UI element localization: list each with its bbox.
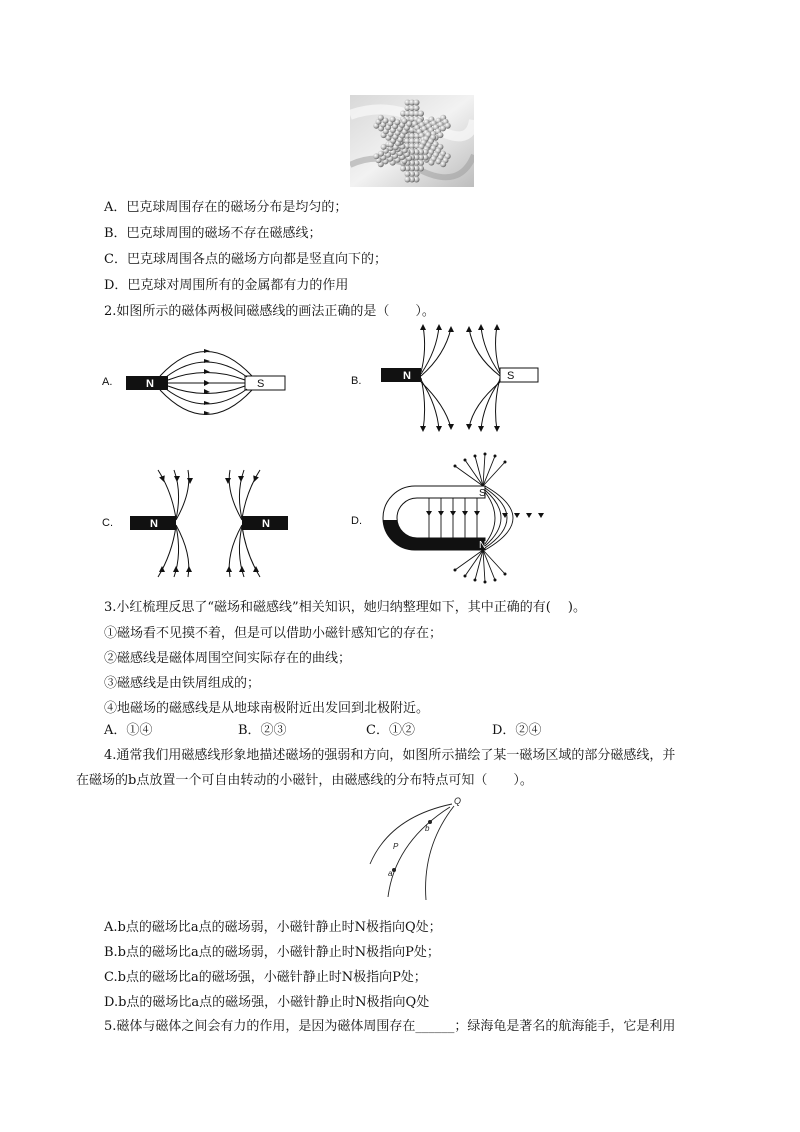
buckyball: [378, 115, 384, 121]
q4-stem-line2: 在磁场的b点放置一个可自由转动的小磁针，由磁感线的分布特点可知（ ）。: [76, 773, 533, 788]
buckyball: [437, 132, 443, 138]
q2-label-b: B.: [351, 375, 362, 387]
buckyball: [414, 100, 420, 106]
q1-option-b: B．巴克球周围的磁场不存在磁感线；: [104, 226, 322, 241]
buckyball: [373, 153, 379, 159]
q4-label-q: Q: [454, 796, 462, 806]
q4-option-d: D.b点的磁场比a点的磁场强，小磁针静止时N极指向Q处: [104, 995, 430, 1010]
q4-label-p: P: [393, 842, 399, 851]
q4-label-a: a: [388, 869, 393, 878]
q2-c-n-pole-right: N: [262, 518, 270, 530]
q2-a-n-pole: N: [146, 378, 154, 390]
q3-choice-c: C．①②: [366, 723, 415, 738]
q4-label-b: b: [425, 824, 430, 833]
q2-label-c: C.: [102, 517, 113, 529]
q2-figure-b: [345, 320, 545, 445]
q3-choice-a: A．①④: [104, 723, 153, 738]
q2-b-n-pole: N: [403, 370, 411, 382]
buckyball: [440, 161, 446, 167]
q4-stem-line1: 4.通常我们用磁感线形象地描述磁场的强弱和方向，如图所示描绘了某一磁场区域的部分磁感线，并: [104, 748, 676, 763]
buckyball: [418, 111, 424, 117]
buckyball: [400, 166, 406, 172]
q2-label-d: D.: [351, 515, 362, 527]
buckyball: [414, 105, 420, 111]
q3-choice-b: B．②③: [238, 723, 287, 738]
q3-statement-2: ②磁感线是磁体周围空间实际存在的曲线；: [104, 651, 352, 666]
q4-field-lines-figure: [360, 792, 470, 902]
buckyball: [445, 123, 451, 129]
q3-statement-3: ③磁感线是由铁屑组成的；: [104, 676, 261, 691]
buckyball: [405, 177, 411, 183]
buckyball: [381, 144, 387, 150]
q1-option-c: C．巴克球周围各点的磁场方向都是竖直向下的；: [104, 252, 387, 267]
q1-option-a: A．巴克球周围存在的磁场分布是均匀的；: [104, 200, 348, 215]
q2-stem: 2.如图所示的磁体两极间磁感线的画法正确的是（ ）。: [104, 304, 435, 319]
q4-option-a: A.b点的磁场比a点的磁场弱，小磁针静止时N极指向Q处；: [104, 920, 442, 935]
q3-statement-1: ①磁场看不见摸不着，但是可以借助小磁针感知它的存在；: [104, 626, 443, 641]
q1-option-d: D．巴克球对周围所有的金属都有力的作用: [104, 278, 349, 293]
q2-figure-a: [100, 325, 300, 445]
q2-label-a: A.: [102, 376, 113, 388]
q2-a-s-pole: S: [257, 378, 265, 390]
q3-stem: 3.小红梳理反思了“磁场和磁感线”相关知识，她归纳整理如下，其中正确的有( )。: [104, 600, 586, 615]
q2-b-s-pole: S: [507, 370, 515, 382]
buckyball: [401, 118, 407, 124]
q2-figure-c: [100, 462, 310, 587]
q3-choice-d: D．②④: [492, 723, 542, 738]
buckyball: [390, 116, 396, 122]
q2-figure-d: [345, 448, 555, 588]
buckyball-photo: [350, 95, 474, 187]
q2-d-n-pole: N: [479, 540, 487, 551]
buckyball: [428, 160, 434, 166]
buckyball: [405, 171, 411, 177]
q5-stem: 5.磁体与磁体之间会有力的作用，是因为磁体周围存在______；绿海龟是著名的航海能手，它是利用: [104, 1019, 676, 1034]
q4-option-c: C.b点的磁场比a的磁场强，小磁针静止时N极指向P处；: [104, 970, 427, 985]
q2-d-s-pole: S: [479, 488, 486, 499]
q2-c-n-pole-left: N: [150, 518, 158, 530]
q3-statement-4: ④地磁场的磁感线是从地球南极附近出发回到北极附近。: [104, 701, 430, 716]
q4-option-b: B.b点的磁场比a点的磁场弱，小磁针静止时N极指向P处；: [104, 945, 440, 960]
